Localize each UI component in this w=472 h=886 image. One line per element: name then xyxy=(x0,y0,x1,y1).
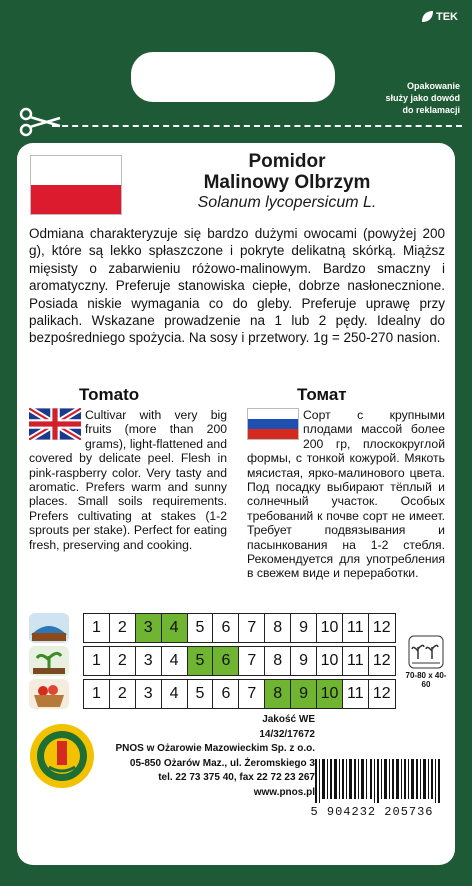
month-grid xyxy=(83,679,396,709)
month-cell: 6 xyxy=(213,614,239,642)
month-cell: 10 xyxy=(317,647,343,675)
packet-window xyxy=(131,52,335,102)
proof-note-line: służy jako dowód xyxy=(385,93,460,103)
month-cell: 7 xyxy=(239,647,265,675)
month-cell: 7 xyxy=(239,614,265,642)
company-phone: tel. 22 73 375 40, fax 22 72 23 267 xyxy=(158,772,315,783)
cut-line[interactable] xyxy=(52,125,462,127)
month-cell-active: 4 xyxy=(162,614,188,642)
month-cell-active: 6 xyxy=(213,647,239,675)
month-cell: 11 xyxy=(343,614,369,642)
calendar-row-harvest xyxy=(29,679,396,709)
month-grid xyxy=(83,646,396,676)
spacing-text: 70-80 x 40-60 xyxy=(405,671,447,689)
month-cell: 9 xyxy=(291,614,317,642)
leaf-icon xyxy=(420,10,434,24)
pnos-logo-icon xyxy=(29,723,95,789)
month-cell: 7 xyxy=(239,680,265,708)
harvest-basket-icon xyxy=(29,679,69,709)
proof-note-line: do reklamacji xyxy=(402,105,460,115)
company-address: 05-850 Ożarów Maz., ul. Żeromskiego 3 xyxy=(129,757,315,769)
month-cell-active: 8 xyxy=(265,680,291,708)
plant-spacing xyxy=(405,635,447,689)
month-cell: 9 xyxy=(291,647,317,675)
month-cell-active: 5 xyxy=(188,647,214,675)
description-polish: Odmiana charakteryzuje się bardzo dużymi owocami (powyżej 200 g), które są lekko spłaszczone i pokryte delikatną skórką. Miąższ mięsisty o zabarwieniu różowo-malinowym. Bardzo smaczny i aromatyczny. Preferuje stanowiska ciepłe, dobrze nasłonecznione. Posiada niskie wymagania co do gleby. Preferuje uprawę przy palikach. Wskazane prowadzenie na 1 lub 2 pędy. Idealny do bezpośredniego spożycia. Na sosy i przetwory. 1g = 250-270 nasion. xyxy=(29,226,445,346)
month-cell: 6 xyxy=(213,680,239,708)
month-cell: 12 xyxy=(372,685,391,702)
proof-note xyxy=(330,80,460,116)
month-cell-active: 10 xyxy=(317,680,343,708)
title-line-1: Pomidor xyxy=(248,151,326,172)
month-cell: 8 xyxy=(265,647,291,675)
info-card xyxy=(17,143,455,865)
month-cell: 4 xyxy=(162,647,188,675)
russian-text-block xyxy=(247,408,445,581)
proof-note-line: Opakowanie xyxy=(406,81,460,91)
english-text-block xyxy=(29,408,227,552)
spacing-plants-icon xyxy=(408,635,444,669)
company-website[interactable]: www.pnos.pl xyxy=(253,786,315,798)
month-cell: 3 xyxy=(136,647,162,675)
month-cell: 11 xyxy=(343,647,369,675)
brand-mark xyxy=(420,10,458,24)
latin-name: Solanum lycopersicum L. xyxy=(197,194,377,211)
company-name: PNOS w Ożarowie Mazowieckim Sp. z o.o. xyxy=(115,743,315,754)
polish-flag-icon xyxy=(30,155,122,215)
month-cell: 5 xyxy=(188,680,214,708)
month-cell: 1 xyxy=(84,647,110,675)
month-cell: 8 xyxy=(265,614,291,642)
russian-text: Сорт с крупными плодами массой более 200 гр, плоскокруглой формы, с тонкой кожурой. Мякоть мясистая, ярко-малинового цвета. Под посадку выбирают тёплый и солнечный участок. Особых требований к почве сорт не имеет. Требует подвязывания и пасынкования на 1-2 стебля. Рекомендуется для употребления в свежем виде и переработки. xyxy=(247,408,445,581)
month-cell: 1 xyxy=(84,614,110,642)
english-heading: Tomato xyxy=(79,385,140,404)
month-cell: 11 xyxy=(343,680,369,708)
month-cell: 4 xyxy=(162,680,188,708)
quality-label: Jakość WE xyxy=(262,714,315,725)
month-cell: 5 xyxy=(188,614,214,642)
month-cell: 2 xyxy=(110,614,136,642)
sowing-tray-icon xyxy=(29,613,69,643)
month-cell: 12 xyxy=(372,652,391,669)
barcode-number: 5 904232 205736 xyxy=(310,805,434,819)
calendar-row-planting xyxy=(29,646,396,676)
month-cell-active: 3 xyxy=(136,614,162,642)
month-cell: 1 xyxy=(84,680,110,708)
month-cell: 2 xyxy=(110,647,136,675)
brand-mark-text: TEK xyxy=(436,11,458,23)
month-cell: 10 xyxy=(317,614,343,642)
scissors-icon xyxy=(18,106,62,138)
russian-heading: Томат xyxy=(297,385,347,404)
month-cell: 3 xyxy=(136,680,162,708)
title-line-2: Malinowy Olbrzym xyxy=(203,172,371,193)
english-text: Cultivar with very big fruits (more than 200 grams), light-flattened and covered by delicate peel. Flesh in pink-raspberry color. Very tasty and aromatic. Prefers warm and sunny places. Small soils requirements. Prefers cultivating at stakes (1-2 sprouts per stake). Perfect for eating fresh, preserving and cooking. xyxy=(29,408,227,552)
calendar-row-sowing xyxy=(29,613,396,643)
month-cell: 12 xyxy=(372,619,391,636)
planting-seedling-icon xyxy=(29,646,69,676)
month-cell: 2 xyxy=(110,680,136,708)
company-info xyxy=(101,713,315,800)
batch-code: 14/32/17672 xyxy=(259,728,315,740)
month-cell-active: 9 xyxy=(291,680,317,708)
product-title xyxy=(167,151,407,213)
month-grid xyxy=(83,613,396,643)
barcode-icon xyxy=(315,759,441,803)
